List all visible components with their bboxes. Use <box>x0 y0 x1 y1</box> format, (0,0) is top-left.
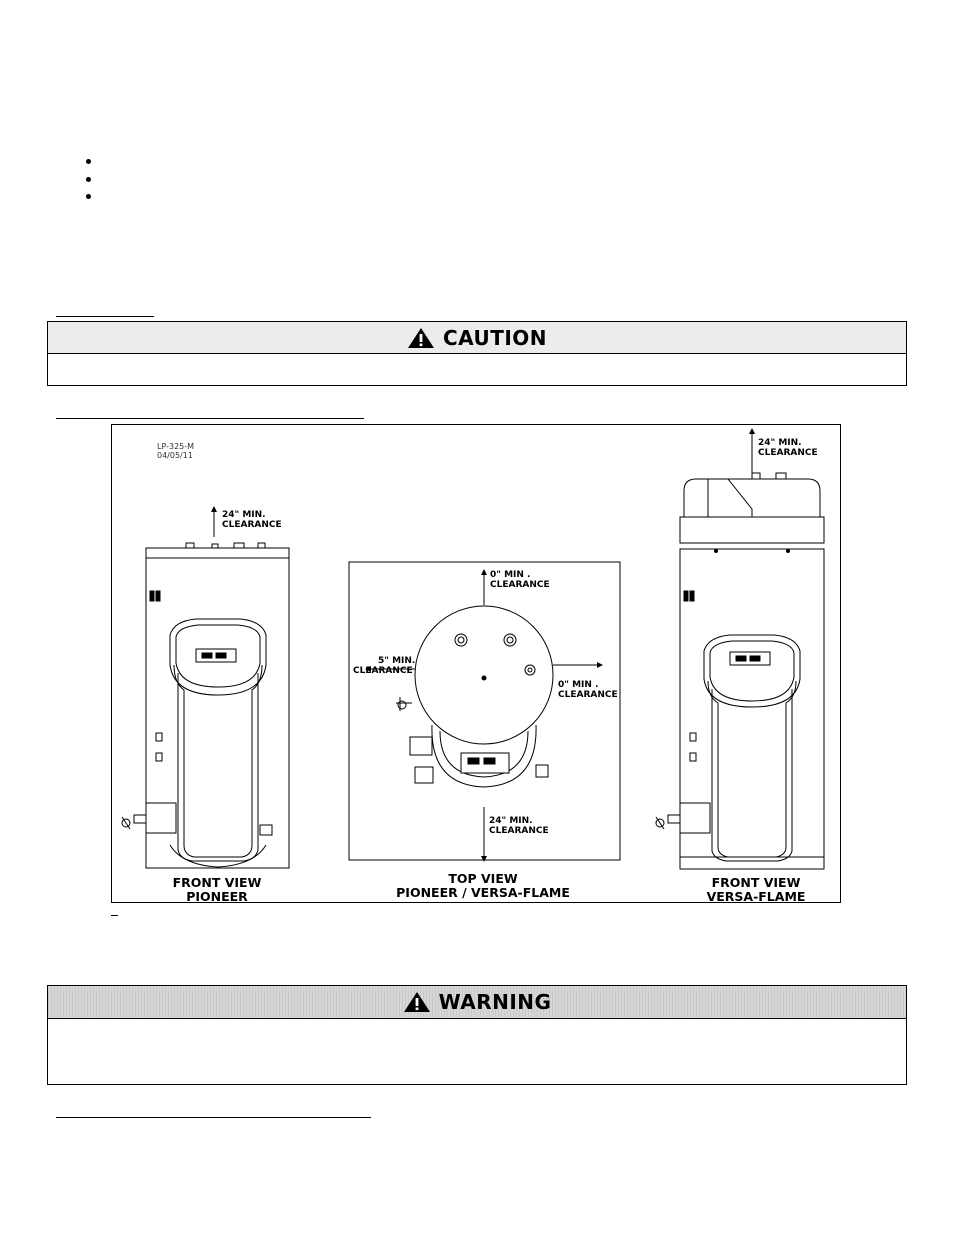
drawing-date: 04/05/11 <box>157 451 193 460</box>
top-view <box>349 562 620 860</box>
top-clearance-right-2: CLEARANCE <box>558 690 618 700</box>
top-clearance-left-1: 5" MIN. <box>378 656 416 666</box>
clearance-drawing <box>112 425 840 902</box>
caption-top-view <box>396 872 570 900</box>
bullet-3 <box>86 194 91 199</box>
bullet-2 <box>86 177 91 182</box>
top-clearance-bottom-1: 24" MIN. <box>489 816 533 826</box>
caption-pioneer <box>173 876 262 904</box>
caption-versa-line1: FRONT VIEW <box>711 875 801 890</box>
warning-label: WARNING <box>438 990 552 1014</box>
warning-box <box>47 985 907 1085</box>
front-view-pioneer <box>122 509 289 868</box>
pioneer-clearance-top-1: 24" MIN. <box>222 510 266 520</box>
caption-versa-flame <box>707 876 806 904</box>
versa-clearance-top-2: CLEARANCE <box>758 448 818 458</box>
top-clearance-bottom-2: CLEARANCE <box>489 826 549 836</box>
pioneer-clearance-top-2: CLEARANCE <box>222 520 282 530</box>
versa-clearance-top-1: 24" MIN. <box>758 438 802 448</box>
bullet-1 <box>86 159 91 164</box>
warning-triangle-icon <box>403 991 431 1013</box>
top-clearance-right-1: 0" MIN . <box>558 680 599 690</box>
top-clearance-top-2: CLEARANCE <box>490 580 550 590</box>
warning-header <box>48 986 906 1019</box>
figure-heading-underline <box>56 418 364 419</box>
top-clearance-left-2: CLEARANCE <box>353 666 413 676</box>
caution-header <box>48 322 906 354</box>
caution-triangle-icon <box>407 327 435 349</box>
caption-top-line1: TOP VIEW <box>448 871 518 886</box>
clearance-figure <box>111 424 841 903</box>
caution-box <box>47 321 907 386</box>
figure-footnote-dash <box>111 915 118 916</box>
bottom-heading-underline <box>56 1117 371 1118</box>
caption-versa-line2: VERSA-FLAME <box>706 889 806 904</box>
section-underline <box>56 316 154 317</box>
caption-top-line2: PIONEER / VERSA-FLAME <box>396 885 570 900</box>
front-view-versa-flame <box>656 431 824 869</box>
caption-pioneer-line2: PIONEER <box>186 889 248 904</box>
drawing-number: LP-325-M <box>157 442 195 451</box>
caution-label: CAUTION <box>442 325 548 350</box>
top-clearance-top-1: 0" MIN . <box>490 570 531 580</box>
caption-pioneer-line1: FRONT VIEW <box>172 875 262 890</box>
